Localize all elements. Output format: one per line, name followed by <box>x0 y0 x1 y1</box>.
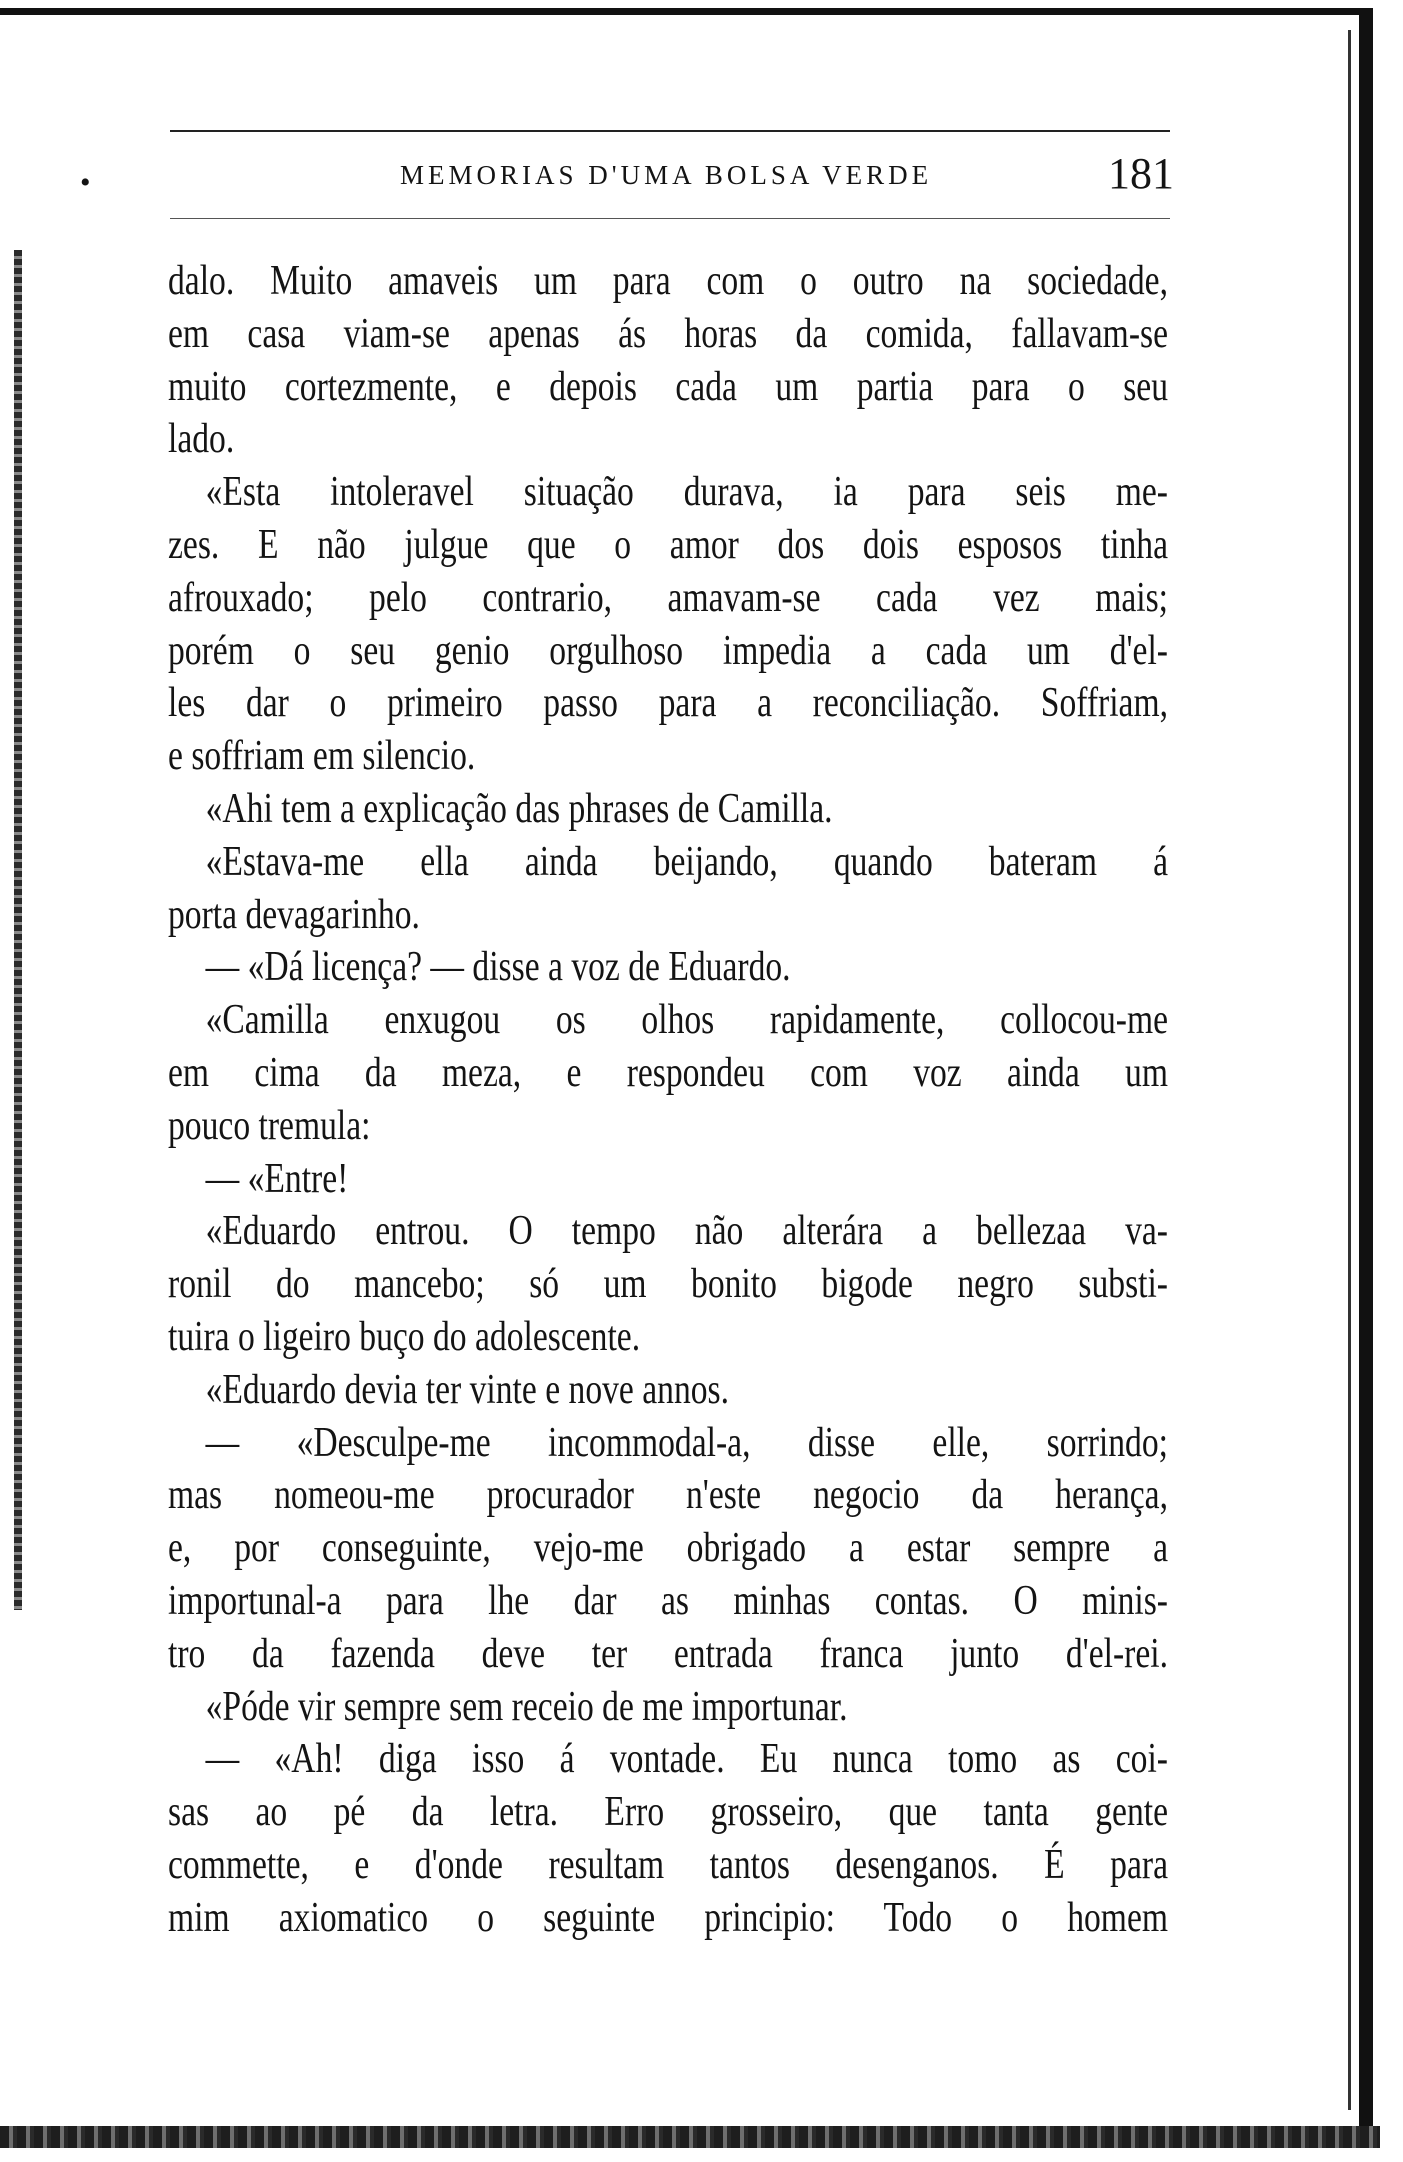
text-line: ronil do mancebo; só um bonito bigode negro substi- <box>168 1261 1168 1308</box>
text-line: e soffriam em silencio. <box>168 733 476 780</box>
running-title: MEMORIAS D'UMA BOLSA VERDE <box>400 160 933 190</box>
text-line: — «Entre! <box>205 1155 349 1202</box>
text-line: pouco tremula: <box>168 1102 371 1149</box>
scan-right-border <box>1359 8 1373 2128</box>
text-line: e, por conseguinte, vejo-me obrigado a estar sempre a <box>168 1525 1168 1572</box>
text-line: «Ahi tem a explicação das phrases de Camilla. <box>205 785 833 832</box>
text-line: mas nomeou-me procurador n'este negocio da herança, <box>168 1472 1168 1519</box>
text-line: em casa viam-se apenas ás horas da comida, fallavam-se <box>168 310 1168 357</box>
text-line: tuira o ligeiro buço do adolescente. <box>168 1313 641 1360</box>
text-line: lado. <box>168 416 235 463</box>
scan-left-binding <box>14 250 22 1610</box>
text-line: zes. E não julgue que o amor dos dois esposos tinha <box>168 521 1168 568</box>
text-line: commette, e d'onde resultam tantos desenganos. É para <box>168 1841 1168 1888</box>
text-line: «Eduardo devia ter vinte e nove annos. <box>205 1366 730 1413</box>
page-edge-line <box>1348 30 1351 2110</box>
text-line: «Esta intoleravel situação durava, ia para seis me- <box>205 469 1168 516</box>
header-top-rule <box>170 130 1170 132</box>
text-line: les dar o primeiro passo para a reconciliação. Soffriam, <box>168 680 1168 727</box>
text-line: — «Desculpe-me incommodal-a, disse elle, sorrindo; <box>205 1419 1168 1466</box>
page-number: 181 <box>1108 149 1174 198</box>
margin-dot: • <box>80 166 91 199</box>
text-line: dalo. Muito amaveis um para com o outro na sociedade, <box>168 258 1168 304</box>
text-line: — «Ah! diga isso á vontade. Eu nunca tomo as coi- <box>205 1736 1168 1783</box>
text-line: «Póde vir sempre sem receio de me importunar. <box>205 1683 848 1730</box>
text-line: mim axiomatico o seguinte principio: Todo o homem <box>168 1894 1168 1941</box>
text-line: importunal-a para lhe dar as minhas contas. O minis- <box>168 1577 1168 1624</box>
header-bottom-rule <box>170 218 1170 219</box>
text-line: tro da fazenda deve ter entrada franca junto d'el-rei. <box>168 1630 1168 1677</box>
text-line: sas ao pé da letra. Erro grosseiro, que tanta gente <box>168 1789 1168 1836</box>
text-line: — «Dá licença? — disse a voz de Eduardo. <box>205 944 791 991</box>
text-line: «Camilla enxugou os olhos rapidamente, collocou-me <box>205 997 1168 1044</box>
text-line: em cima da meza, e respondeu com voz ainda um <box>168 1049 1168 1096</box>
text-line: muito cortezmente, e depois cada um partia para o seu <box>168 363 1168 410</box>
scan-bottom-border <box>0 2126 1380 2148</box>
scan-top-border <box>0 8 1360 15</box>
text-line: porta devagarinho. <box>168 891 420 938</box>
text-line: porém o seu genio orgulhoso impedia a cada um d'el- <box>168 627 1168 674</box>
text-line: afrouxado; pelo contrario, amavam-se cada vez mais; <box>168 574 1168 621</box>
text-line: «Estava-me ella ainda beijando, quando bateram á <box>205 838 1168 885</box>
text-line: «Eduardo entrou. O tempo não alterára a bellezaa va- <box>205 1208 1168 1255</box>
body-text <box>168 255 1168 1945</box>
